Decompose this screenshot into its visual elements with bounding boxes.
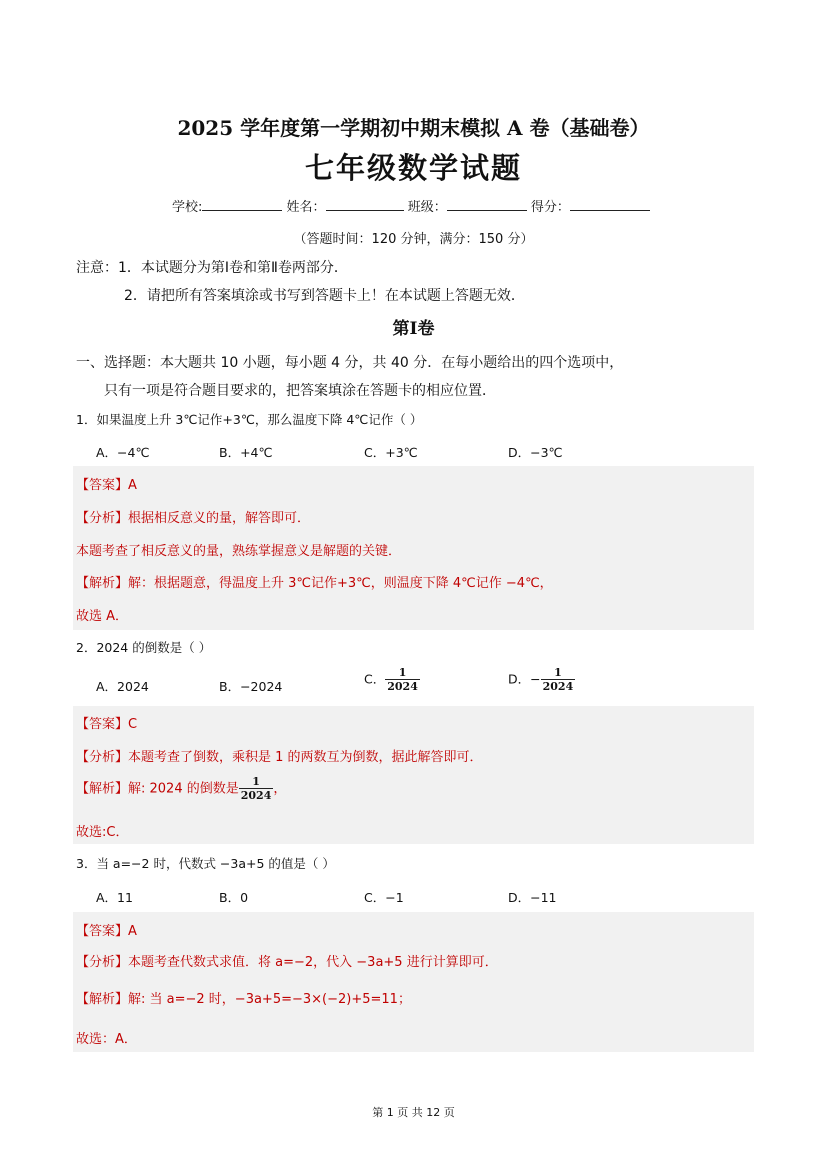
fraction-numerator: 1	[554, 666, 562, 679]
score-field[interactable]	[570, 197, 650, 211]
student-info-line	[172, 196, 650, 215]
q1-option-a[interactable]: A．−4℃	[96, 445, 150, 460]
q2-option-c[interactable]	[364, 667, 420, 693]
q3-answer-box	[73, 912, 754, 1052]
question-1-stem: 1．如果温度上升 3℃记作+3℃，那么温度下降 4℃记作（ ）	[76, 412, 423, 427]
q2-answer: 【答案】C	[76, 717, 138, 732]
q2-option-c-fraction	[385, 667, 420, 693]
q1-conclusion: 故选 A．	[76, 609, 129, 624]
q2-option-c-prefix: C．	[364, 671, 386, 687]
question-2-stem: 2．2024 的倒数是（ ）	[76, 640, 212, 655]
q1-option-b[interactable]: B．+4℃	[219, 445, 273, 460]
name-field[interactable]	[326, 197, 404, 211]
fraction-numerator: 1	[252, 775, 260, 788]
q2-analysis: 【分析】本题考查了倒数，乘积是 1 的两数互为倒数，据此解答即可．	[76, 750, 483, 765]
q2-option-a[interactable]: A．2024	[96, 679, 149, 694]
class-label: 班级：	[407, 200, 447, 215]
q1-analysis-2: 本题考查了相反意义的量，熟练掌握意义是解题的关键．	[76, 544, 402, 559]
q2-solution-prefix: 【解析】解: 2024 的倒数是	[76, 781, 239, 797]
question-3-stem: 3．当 a=−2 时，代数式 −3a+5 的值是（ ）	[76, 856, 335, 871]
fraction-numerator: 1	[398, 666, 407, 679]
class-field[interactable]	[447, 197, 527, 211]
section-instruction-1: 一、选择题：本大题共 10 小题，每小题 4 分，共 40 分．在每小题给出的四个选项中，	[76, 355, 624, 371]
q3-conclusion: 故选：A．	[76, 1032, 137, 1047]
fraction-denominator: 2024	[542, 680, 574, 693]
q2-option-b[interactable]: B．−2024	[219, 679, 283, 694]
q2-answer-box	[73, 706, 754, 844]
q1-analysis: 【分析】根据相反意义的量，解答即可．	[76, 511, 311, 526]
q1-option-d[interactable]: D．−3℃	[508, 445, 563, 460]
q2-solution-fraction	[239, 776, 274, 802]
time-info: （答题时间：120 分钟，满分：150 分）	[293, 232, 534, 247]
q2-solution	[76, 776, 286, 802]
q2-solution-suffix: ，	[273, 781, 287, 797]
exam-subtitle: 七年级数学试题	[304, 151, 522, 185]
note-line-1: 注意：1．本试题分为第Ⅰ卷和第Ⅱ卷两部分．	[76, 260, 348, 276]
q3-option-b[interactable]: B．0	[219, 890, 249, 905]
volume-title: 第Ⅰ卷	[392, 319, 435, 339]
q3-analysis: 【分析】本题考查代数式求值．将 a=−2，代入 −3a+5 进行计算即可．	[76, 955, 498, 970]
q3-solution: 【解析】解: 当 a=−2 时，−3a+5=−3×(−2)+5=11；	[76, 992, 411, 1007]
score-label: 得分：	[530, 200, 570, 215]
school-field[interactable]	[202, 197, 282, 211]
q1-option-c[interactable]: C．+3℃	[364, 445, 418, 460]
fraction-denominator: 2024	[240, 789, 272, 802]
q2-option-d[interactable]	[508, 667, 575, 693]
section-instruction-2: 只有一项是符合题目要求的，把答案填涂在答题卡的相应位置．	[104, 383, 496, 399]
page-footer: 第 1 页 共 12 页	[372, 1106, 455, 1119]
name-label: 姓名：	[286, 200, 326, 215]
q2-option-d-prefix: D．−	[508, 671, 541, 687]
school-label: 学校:	[172, 200, 203, 215]
q3-option-c[interactable]: C．−1	[364, 890, 404, 905]
q3-option-a[interactable]: A．11	[96, 890, 133, 905]
q2-option-d-fraction	[541, 667, 576, 693]
q2-conclusion: 故选:C．	[76, 825, 129, 840]
q1-solution: 【解析】解：根据题意，得温度上升 3℃记作+3℃，则温度下降 4℃记作 −4℃，	[76, 576, 553, 591]
fraction-denominator: 2024	[387, 680, 418, 693]
note-line-2: 2．请把所有答案填涂或书写到答题卡上！在本试题上答题无效．	[124, 288, 525, 304]
q3-option-d[interactable]: D．−11	[508, 890, 557, 905]
exam-title: 2025 学年度第一学期初中期末模拟 A 卷（基础卷）	[177, 116, 650, 140]
q3-answer: 【答案】A	[76, 924, 137, 939]
q1-answer: 【答案】A	[76, 478, 137, 493]
